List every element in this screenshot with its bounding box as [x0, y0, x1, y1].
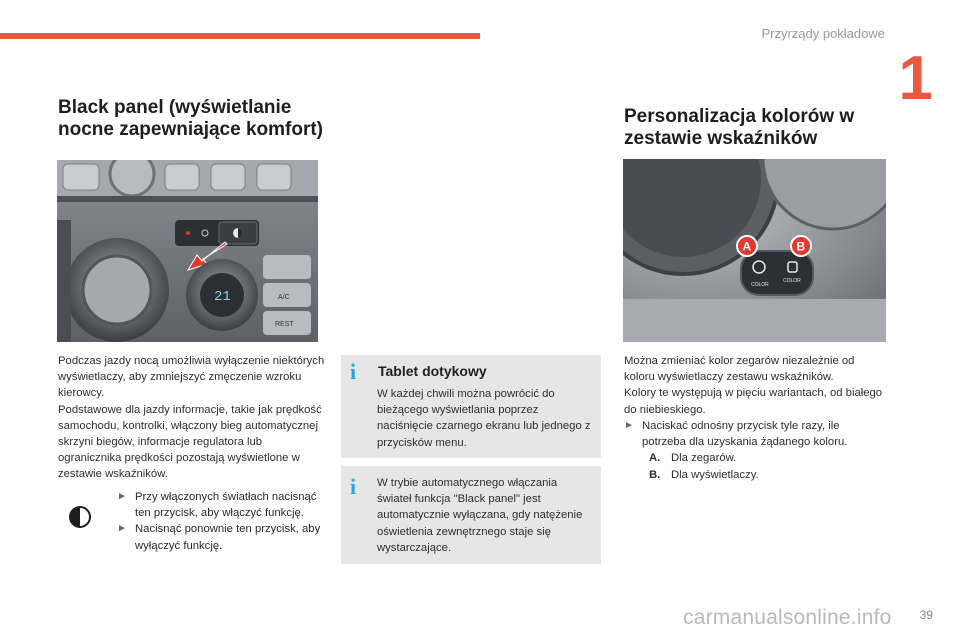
rest-button-label: REST [275, 321, 294, 328]
black-panel-instructions [117, 489, 327, 554]
color-button-b-label: COLOR [783, 278, 801, 284]
color-description: Można zmieniać kolor zegarów niezależnie od koloru wyświetlaczy zestawu wskaźników. Kolory te występują w pięciu wariantach, od białego do niebieskiego. [624, 355, 883, 416]
legend-item-b: B. Dla wyświetlaczy. [649, 468, 759, 481]
ac-button-label: A/C [278, 294, 290, 301]
info-box-auto-lights [341, 466, 601, 564]
info-box-text: W każdej chwili można powrócić do bieżącego wyświetlania poprzez naciśnięcie czarnego ekranu lub jednego z przycisków menu. [377, 388, 591, 449]
instrument-cluster-photo [623, 159, 886, 342]
color-personalization-title: Personalizacja kolorów w zestawie wskaźników [624, 106, 855, 149]
chapter-number: 1 [898, 44, 933, 113]
arrow-bullet-icon: ► [624, 420, 634, 431]
arrow-bullet-icon: ► [117, 491, 127, 502]
svg-text:21: 21 [214, 289, 231, 305]
arrow-bullet-icon: ► [117, 523, 127, 535]
list-item: ► Nacisnąć ponownie ten przycisk, aby wyłączyć funkcję. [117, 523, 321, 552]
legend-item-a: A. Dla zegarów. [649, 452, 737, 465]
color-button-a-label: COLOR [751, 282, 769, 288]
list-item: ► Przy włączonych światłach nacisnąć ten przycisk, aby włączyć funkcję. [117, 491, 317, 520]
button-legend [624, 450, 886, 482]
label-b: B [796, 239, 806, 254]
color-instructions [624, 418, 886, 483]
info-box-text: W trybie automatycznego włączania świateł funkcja "Black panel" jest automatycznie wyłączana, gdy natężenie oświetlenia zewnętrznego staje się wystarczające. [377, 477, 583, 554]
info-box-touch-tablet [341, 355, 601, 458]
cluster-illustration [623, 159, 886, 342]
black-panel-title: Black panel (wyświetlanie nocne zapewniające komfort) [58, 97, 324, 140]
page-number: 39 [919, 608, 933, 622]
info-icon: i [350, 359, 357, 384]
list-item: ► Naciskać odnośny przycisk tyle razy, ile potrzeba dla uzyskania żądanego koloru. [624, 420, 848, 449]
black-panel-icon [68, 505, 92, 529]
watermark: carmanualsonline.info [683, 606, 892, 629]
header-accent-bar [0, 33, 480, 39]
black-panel-description: Podczas jazdy nocą umożliwia wyłączenie niektórych wyświetlaczy, aby zmniejszyć zmęczenie wzroku kierowcy. Podstawowe dla jazdy informacje, takie jak prędkość samochodu, kontrolki, włączony bieg automatycznej skrzyni biegów, informacje regulatora lub ogranicznika prędkości pozostają wyświetlone w zestawie wskaźników. [58, 355, 325, 481]
console-illustration [57, 160, 318, 342]
info-box-title: Tablet dotykowy [378, 363, 487, 379]
center-console-photo [57, 160, 318, 342]
info-icon: i [350, 474, 357, 499]
section-label: Przyrządy pokładowe [761, 26, 885, 41]
label-a: A [742, 239, 752, 254]
